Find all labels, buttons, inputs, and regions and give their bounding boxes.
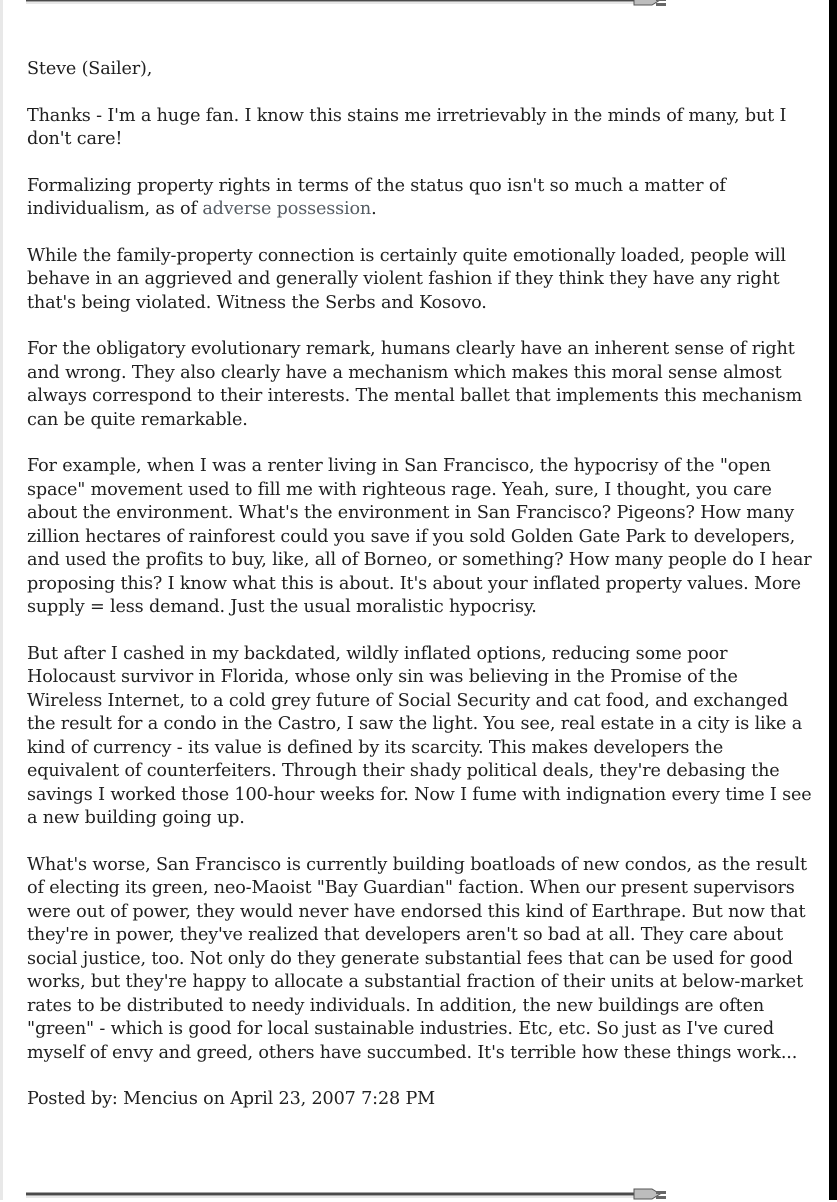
comment-paragraph-7: What's worse, San Francisco is currently building boatloads of new condos, as the result of electing its green, neo-Maoist "Bay Guardian" faction. When our present supervisors were out of power, they would never have endorsed this kind of Earthrape. But now that they're in power, they've realized that developers aren't so bad at all. They care about social justice, too. Not only do they generate substantial fees that can be used for good works, but they're happy to allocate a substantial fraction of their units at below-market rates to be distributed to needy individuals. In addition, the new buildings are often "green" - which is good for local sustainable industries. Etc, etc. So just as I've cured myself of envy and greed, others have succumbed. It's terrible how these things work... (27, 854, 807, 1063)
comment-paragraph-2-end: . (371, 199, 377, 219)
top-divider-ornament (26, 0, 666, 12)
comment-posted-by: Posted by: Mencius on April 23, 2007 7:28 PM (27, 1089, 436, 1109)
blog-comment (27, 58, 817, 1135)
comment-paragraph-5: For example, when I was a renter living in San Francisco, the hypocrisy of the "open space" movement used to fill me with righteous rage. Yeah, sure, I thought, you care about the environment. What's the environment in San Francisco? Pigeons? How many zillion hectares of rainforest could you save if you sold Golden Gate Park to developers, and used the profits to buy, like, all of Borneo, or something? How many people do I hear proposing this? I know what this is about. It's about your inflated property values. More supply = less demand. Just the usual moralistic hypocrisy. (27, 456, 812, 617)
comment-paragraph-1: Thanks - I'm a huge fan. I know this stains me irretrievably in the minds of many, but I don't care! (27, 105, 787, 149)
comment-paragraph-6: But after I cashed in my backdated, wildly inflated options, reducing some poor Holocaust survivor in Florida, whose only sin was believing in the Promise of the Wireless Internet, to a cold grey future of Social Security and cat food, and exchanged the result for a condo in the Castro, I saw the light. You see, real estate in a city is like a kind of currency - its value is defined by its scarcity. This makes developers the equivalent of counterfeiters. Through their shady political deals, they're debasing the savings I worked those 100-hour weeks for. Now I fume with indignation every time I see a new building going up. (27, 643, 812, 828)
comment-paragraph-2 (27, 175, 817, 222)
adverse-possession-link[interactable]: adverse possession (202, 199, 372, 219)
comment-paragraph-3: While the family-property connection is certainly quite emotionally loaded, people will behave in an aggrieved and generally violent fashion if they think they have any right that's being violated. Witness the Serbs and Kosovo. (27, 245, 786, 313)
comment-salutation: Steve (Sailer), (27, 59, 153, 79)
comment-paragraph-2-text: Formalizing property rights in terms of the status quo isn't so much a matter of individualism, as of (27, 175, 726, 219)
page-left-edge (0, 0, 3, 1200)
comment-paragraph-4: For the obligatory evolutionary remark, humans clearly have an inherent sense of right and wrong. They also clearly have a mechanism which makes this moral sense almost always correspond to their interests. The mental ballet that implements this mechanism can be quite remarkable. (27, 339, 803, 430)
